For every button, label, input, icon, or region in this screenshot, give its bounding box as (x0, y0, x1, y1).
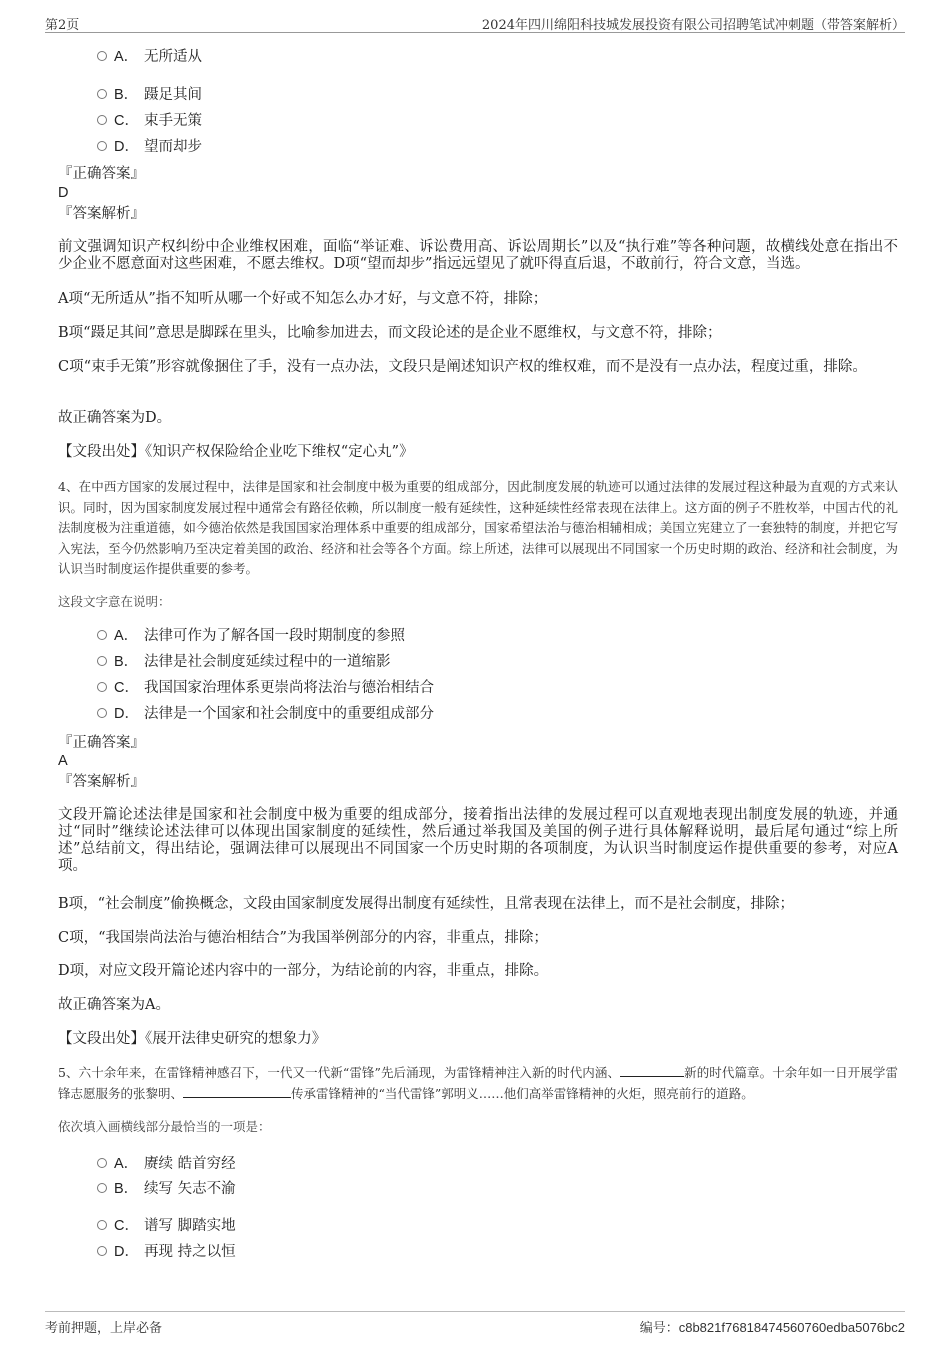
q3-option-c[interactable]: C． 束手无策 (97, 111, 202, 131)
q4-answer-label: 『正确答案』 (58, 735, 145, 751)
q5-prompt: 依次填入画横线部分最恰当的一项是： (58, 1119, 271, 1134)
q4-option-d[interactable]: D． 法律是一个国家和社会制度中的重要组成部分 (97, 704, 434, 724)
page-number: 第2页 (45, 18, 80, 33)
q4-analysis-para: C项，“我国崇尚法治与德治相结合”为我国举例部分的内容，非重点，排除； (58, 930, 548, 946)
radio-icon[interactable] (97, 630, 107, 640)
radio-icon[interactable] (97, 1158, 107, 1168)
q4-conclusion: 故正确答案为A。 (58, 997, 170, 1013)
q5-option-b[interactable]: B． 续写 矢志不渝 (97, 1179, 236, 1199)
q4-source: 【文段出处】《展开法律史研究的想象力》 (58, 1031, 327, 1047)
q4-option-a[interactable]: A． 法律可作为了解各国一段时期制度的参照 (97, 626, 405, 646)
q3-option-b[interactable]: B． 蹑足其间 (97, 85, 202, 105)
document-title: 2024年四川绵阳科技城发展投资有限公司招聘笔试冲刺题（带答案解析） (481, 18, 905, 33)
q4-question-text: 4、在中西方国家的发展过程中，法律是国家和社会制度中极为重要的组成部分，因此制度发展的轨迹可以通过法律的发展过程这种最为直观的方式来认识。同时，因为国家制度发展过程中通常会有路径依赖，所以制度一般有延续性，这种延续性经常表现在法律上。这方面的例子不胜枚举，中国古代的礼法制度极为注重道德，如今德治依然是我国国家治理体系中重要的组成部分，国家希望法治与德治相辅相成；美国立宪建立了一套独特的制度，并把它写入宪法，至今仍然影响乃至决定着美国的政治、经济和社会等各个方面。综上所述，法律可以展现出不同国家一个历史时期的政治、经济和社会制度，为认识当时制度运作提供重要的参考。 (58, 479, 898, 576)
q5-option-d[interactable]: D． 再现 持之以恒 (97, 1242, 236, 1262)
q4-analysis-para: B项，“社会制度”偷换概念，文段由国家制度发展得出制度有延续性，且常表现在法律上，而不是社会制度，排除； (58, 896, 794, 912)
q4-prompt: 这段文字意在说明： (58, 594, 171, 609)
q3-option-d[interactable]: D． 望而却步 (97, 137, 202, 157)
q3-analysis-para: B项“蹑足其间”意思是脚踩在里头，比喻参加进去，而文段论述的是企业不愿维权，与文意不符，排除； (58, 325, 722, 341)
radio-icon[interactable] (97, 89, 107, 99)
radio-icon[interactable] (97, 1183, 107, 1193)
radio-icon[interactable] (97, 1246, 107, 1256)
radio-icon[interactable] (97, 708, 107, 718)
q4-analysis-para: 文段开篇论述法律是国家和社会制度中极为重要的组成部分，接着指出法律的发展过程可以直观地表现出制度发展的轨迹，并通过“同时”继续论述法律可以体现出国家制度的延续性，然后通过举我国及美国的例子进行具体解释说明，最后尾句通过“综上所述”总结前文，得出结论，强调法律可以展现出不同国家一个历史时期的各项制度，为认识当时制度运作提供重要的参考，对应A项。 (58, 807, 898, 874)
page-footer (45, 1311, 905, 1336)
q4-option-c[interactable]: C． 我国国家治理体系更崇尚将法治与德治相结合 (97, 678, 434, 698)
q5-option-c[interactable]: C． 谱写 脚踏实地 (97, 1216, 236, 1236)
footer-slogan: 考前押题，上岸必备 (45, 1321, 163, 1336)
radio-icon[interactable] (97, 1220, 107, 1230)
radio-icon[interactable] (97, 115, 107, 125)
radio-icon[interactable] (97, 141, 107, 151)
q3-analysis-para: 前文强调知识产权纠纷中企业维权困难，面临“举证难、诉讼费用高、诉讼周期长”以及“执行难”等各种问题，故横线处意在指出不少企业不愿意面对这些困难，不愿去维权。D项“望而却步”指远远望见了就吓得直后退，不敢前行，符合文意，当选。 (58, 239, 898, 272)
q3-source: 【文段出处】《知识产权保险给企业吃下维权“定心丸”》 (58, 444, 414, 460)
q3-answer-label: 『正确答案』 (58, 166, 145, 182)
q4-option-b[interactable]: B． 法律是社会制度延续过程中的一道缩影 (97, 652, 391, 672)
q5-option-a[interactable]: A． 赓续 皓首穷经 (97, 1154, 236, 1174)
fill-blank-1 (620, 1063, 684, 1077)
q3-conclusion: 故正确答案为D。 (58, 410, 172, 426)
q5-question-text: 5、六十余年来，在雷锋精神感召下，一代又一代新“雷锋”先后涌现，为雷锋精神注入新的时代内涵、 新的时代篇章。十余年如一日开展学雷锋志愿服务的张黎明、 传承雷锋精神的“当代雷锋”郭明义……他们高举雷锋精神的火炬，照亮前行的道路。 (58, 1065, 898, 1101)
q3-analysis-para: A项“无所适从”指不知听从哪一个好或不知怎么办才好，与文意不符，排除； (58, 291, 548, 307)
page-header (45, 12, 905, 33)
q3-answer: D (58, 185, 69, 201)
q3-analysis-label: 『答案解析』 (58, 206, 145, 222)
q3-analysis-para: C项“束手无策”形容就像捆住了手，没有一点办法，文段只是阐述知识产权的维权难，而不是没有一点办法，程度过重，排除。 (58, 359, 867, 375)
radio-icon[interactable] (97, 656, 107, 666)
radio-icon[interactable] (97, 682, 107, 692)
q4-analysis-para: D项，对应文段开篇论述内容中的一部分，为结论前的内容，非重点，排除。 (58, 963, 549, 979)
radio-icon[interactable] (97, 51, 107, 61)
document-code: 编号：c8b821f76818474560760edba5076bc2 (639, 1320, 905, 1336)
q3-option-a[interactable]: A． 无所适从 (97, 47, 202, 67)
fill-blank-2 (183, 1084, 291, 1098)
q4-answer: A (58, 753, 68, 769)
q4-analysis-label: 『答案解析』 (58, 774, 145, 790)
